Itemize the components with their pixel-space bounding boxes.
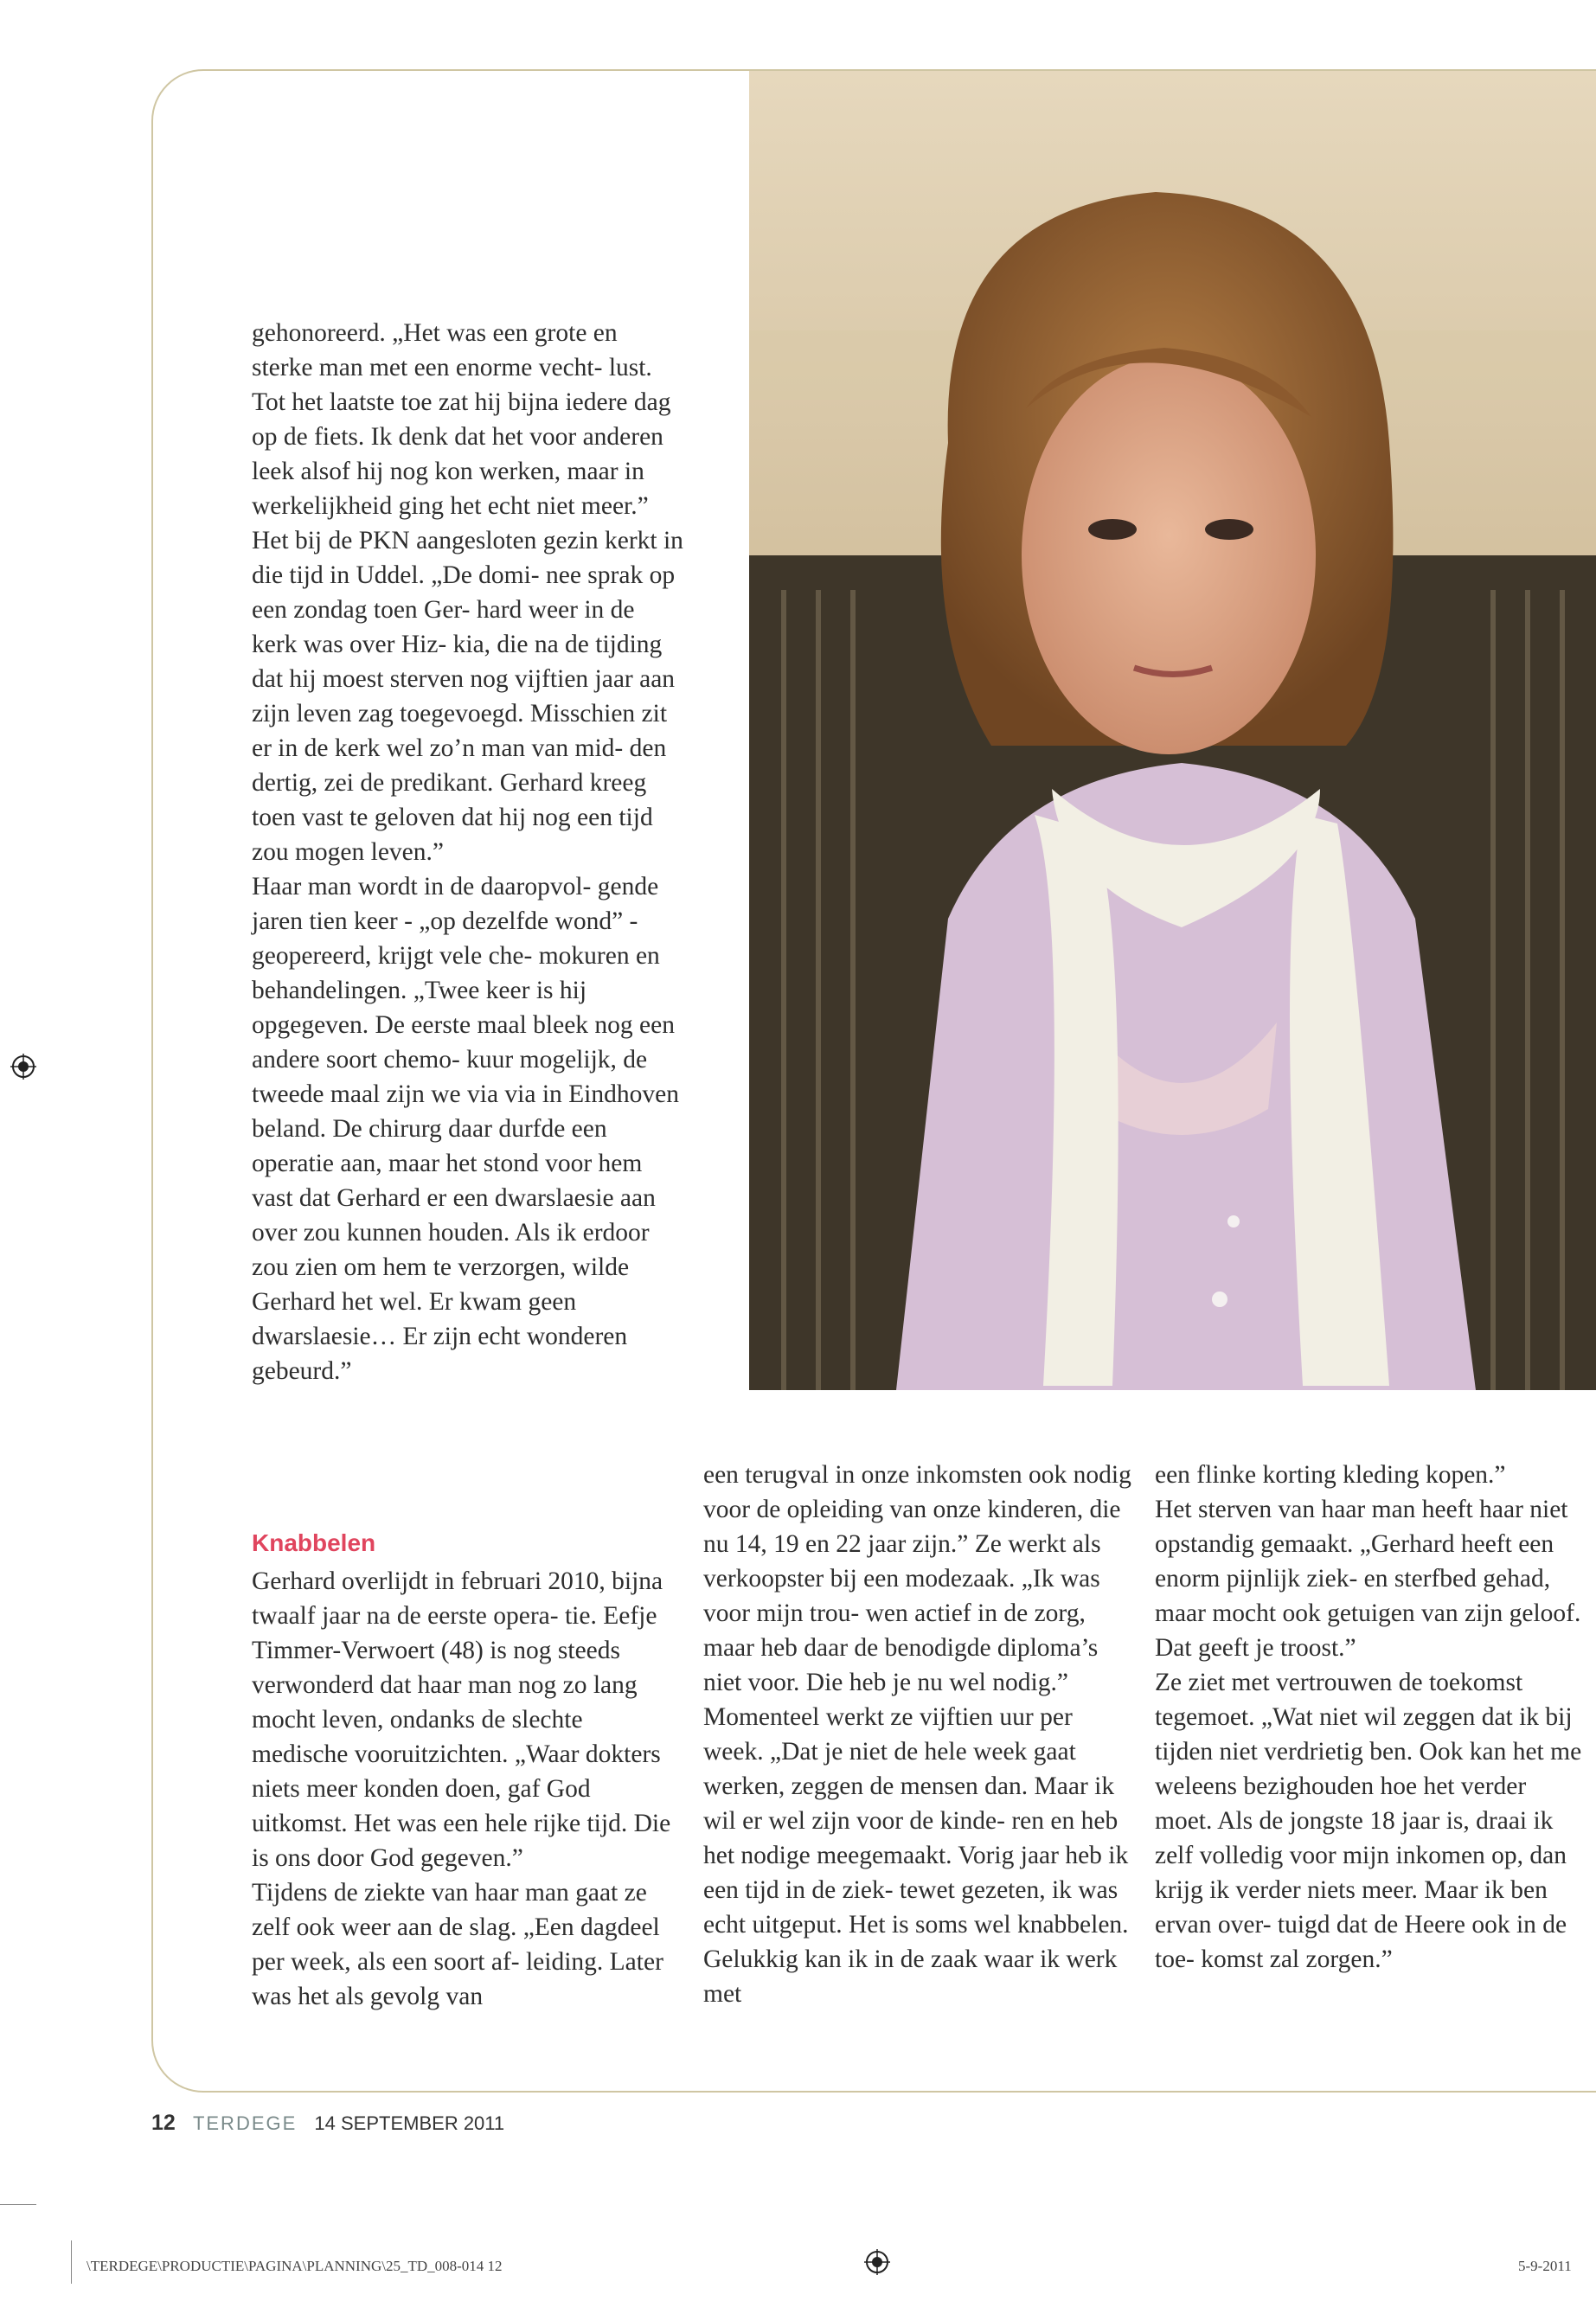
portrait-photo (749, 71, 1596, 1390)
article-column-1-continued (252, 1564, 684, 2014)
slug-date: 5-9-2011 (1518, 2258, 1572, 2274)
magazine-name: TERDEGE (192, 2112, 298, 2134)
portrait-illustration (749, 71, 1596, 1390)
paragraph: Het bij de PKN aangesloten gezin kerkt in die tijd in Uddel. „De domi- nee sprak op een zondag toen Ger- hard weer in de kerk was over Hiz- kia, die na de tijding dat hij moest sterven nog vijftien jaar aan zijn leven zag toegevoegd. Misschien zit er in de kerk wel zo’n man van mid- den dertig, zei de predikant. Gerhard kreeg toen vast te geloven dat hij nog een tijd zou mogen leven.” (252, 527, 683, 866)
paragraph: gehonoreerd. „Het was een grote en sterke man met een enorme vecht- lust. Tot het laatste toe zat hij bijna iedere dag op de fiets. Ik denk dat het voor anderen leek alsof hij nog kon werken, maar in werkelijkheid ging het echt niet meer.” (252, 319, 671, 520)
paragraph: Ze ziet met vertrouwen de toekomst tegemoet. „Wat niet wil zeggen dat ik bij tijden niet verdrietig ben. Ook kan het me weleens bezighouden hoe het verder moet. Als de jongste 18 jaar is, draai ik zelf volledig voor mijn inkomen op, dan krijg ik verder niets meer. Maar ik ben ervan over- tuigd dat de Heere ook in de toe- komst zal zorgen.” (1155, 1669, 1582, 1973)
crop-mark (71, 2240, 72, 2284)
paragraph: Haar man wordt in de daaropvol- gende jaren tien keer - „op dezelfde wond” - geopereerd, krijgt vele che- mokuren en behandelingen. „Twee keer is hij opgegeven. De eerste maal bleek nog een andere soort chemo- kuur mogelijk, de tweede maal zijn we via via in Eindhoven beland. De chirurg daar durfde een operatie aan, maar het stond voor hem vast dat Gerhard er een dwarslaesie aan over zou kunnen houden. Als ik erdoor zou zien om hem te verzorgen, wilde Gerhard het wel. Er kwam geen dwarslaesie… Er zijn echt wonderen gebeurd.” (252, 873, 679, 1385)
article-column-2 (703, 1458, 1136, 2011)
section-subhead: Knabbelen (252, 1529, 376, 1556)
page-footer (151, 2111, 504, 2136)
article-column-3 (1155, 1458, 1587, 1977)
paragraph: Tijdens de ziekte van haar man gaat ze zelf ook weer aan de slag. „Een dagdeel per week, als een soort af- leiding. Later was het als gevolg van (252, 1879, 663, 2010)
registration-mark-icon (864, 2249, 890, 2275)
paragraph: Momenteel werkt ze vijftien uur per week. „Dat je niet de hele week gaat werken, zeggen de mensen dan. Maar ik wil er wel zijn voor de kinde- ren en heb het nodige meegemaakt. Vorig jaar heb ik een tijd in de ziek- tewet gezeten, ik was echt uitgeput. Het is soms wel knabbelen. Gelukkig kan ik in de zaak waar ik werk met (703, 1703, 1129, 2008)
paragraph: Gerhard overlijdt in februari 2010, bijna twaalf jaar na de eerste opera- tie. Eefje Timmer-Verwoert (48) is nog steeds verwonderd dat haar man nog zo lang mocht leven, ondanks de slechte medische vooruitzichten. „Waar dokters niets meer konden doen, gaf God uitkomst. Het was een hele rijke tijd. Die is ons door God gegeven.” (252, 1567, 671, 1872)
paragraph: Het sterven van haar man heeft haar niet opstandig gemaakt. „Gerhard heeft een enorm pijnlijk ziek- en sterfbed gehad, maar mocht ook getuigen van zijn geloof. Dat geeft je troost.” (1155, 1496, 1581, 1662)
slug-path: \TERDEGE\PRODUCTIE\PAGINA\PLANNING\25_TD_008-014 12 (87, 2258, 503, 2274)
issue-date: 14 SEPTEMBER 2011 (314, 2112, 505, 2134)
article-column-1 (252, 316, 684, 1388)
page-number: 12 (151, 2111, 176, 2135)
crop-mark (0, 2204, 36, 2205)
registration-mark-icon (10, 1054, 36, 1080)
paragraph: een flinke korting kleding kopen.” (1155, 1461, 1506, 1489)
paragraph: een terugval in onze inkomsten ook nodig voor de opleiding van onze kinderen, die nu 14, 19 en 22 jaar zijn.” Ze werkt als verkoopster bij een modezaak. „Ik was voor mijn trou- wen actief in de zorg, maar heb daar de benodigde diploma’s niet voor. Die heb je nu wel nodig.” (703, 1461, 1131, 1696)
